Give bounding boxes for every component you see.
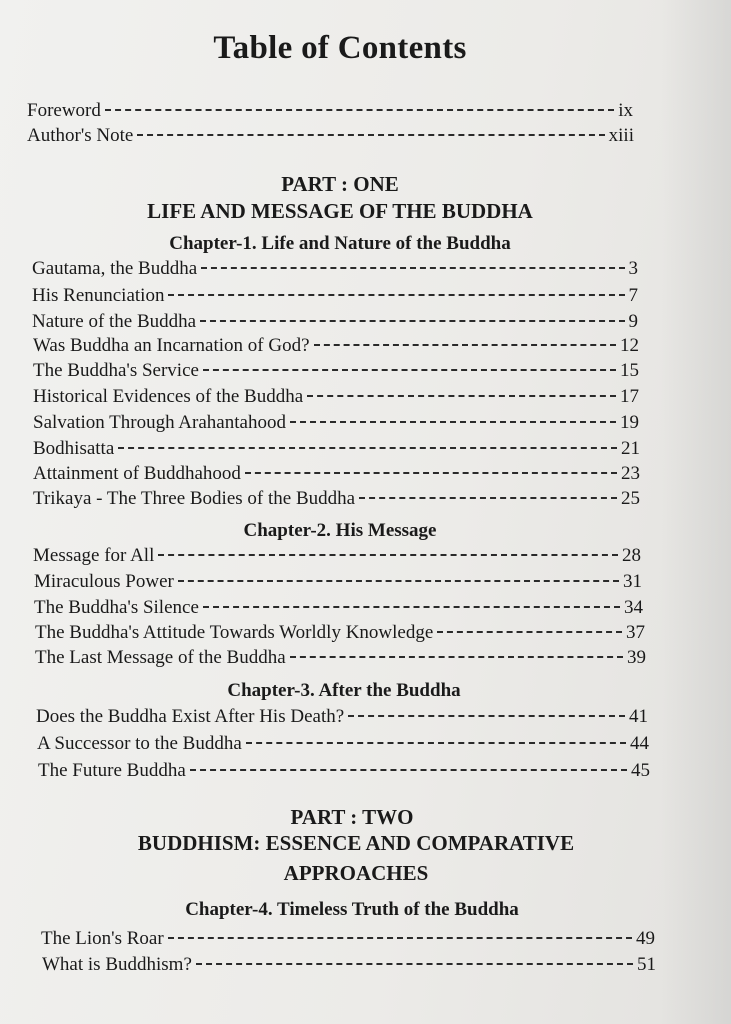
entry-label: Miraculous Power — [34, 571, 174, 592]
dot-leader — [168, 937, 632, 939]
entry-label: Was Buddha an Incarnation of God? — [33, 335, 310, 356]
entry-page: 37 — [626, 622, 645, 643]
toc-entry[interactable] — [33, 412, 639, 434]
dot-leader — [203, 369, 616, 371]
entry-label: The Buddha's Attitude Towards Worldly Knowledge — [35, 622, 434, 643]
entry-page: ix — [618, 100, 633, 121]
dot-leader — [201, 267, 624, 269]
toc-entry[interactable] — [33, 335, 639, 357]
entry-page: 34 — [624, 597, 643, 618]
dot-leader — [307, 395, 616, 397]
entry-page: 9 — [628, 311, 638, 332]
entry-page: 23 — [621, 463, 640, 484]
entry-page: 17 — [620, 386, 639, 407]
entry-page: 31 — [623, 571, 642, 592]
dot-leader — [359, 497, 617, 499]
dot-leader — [168, 294, 624, 296]
toc-entry[interactable] — [32, 285, 638, 307]
entry-page: 44 — [630, 733, 649, 754]
entry-page: 15 — [620, 360, 639, 381]
entry-label: Foreword — [27, 100, 101, 121]
toc-entry[interactable] — [33, 438, 640, 460]
toc-entry[interactable] — [35, 647, 646, 669]
toc-entry[interactable] — [41, 928, 655, 950]
dot-leader — [196, 963, 633, 965]
entry-page: 39 — [627, 647, 646, 668]
toc-entry[interactable] — [34, 597, 643, 619]
entry-page: 21 — [621, 438, 640, 459]
dot-leader — [314, 344, 616, 346]
entry-page: 7 — [628, 285, 638, 306]
toc-entry[interactable] — [32, 258, 638, 280]
toc-entry[interactable] — [35, 622, 645, 644]
entry-label: The Buddha's Silence — [34, 597, 199, 618]
entry-page: 19 — [620, 412, 639, 433]
entry-label: A Successor to the Buddha — [37, 733, 242, 754]
entry-label: What is Buddhism? — [42, 954, 192, 975]
entry-page: 3 — [628, 258, 638, 279]
dot-leader — [348, 715, 625, 717]
dot-leader — [178, 580, 619, 582]
entry-page: 41 — [629, 706, 648, 727]
chapter-4-heading: Chapter-4. Timeless Truth of the Buddha — [185, 899, 519, 920]
toc-entry[interactable] — [33, 360, 639, 382]
entry-label: Salvation Through Arahantahood — [33, 412, 286, 433]
toc-entry[interactable] — [33, 463, 640, 485]
entry-label: The Last Message of the Buddha — [35, 647, 286, 668]
entry-page: xiii — [608, 125, 634, 146]
part-two-heading: PART : TWO — [290, 805, 414, 829]
dot-leader — [158, 554, 618, 556]
entry-label: Message for All — [33, 545, 155, 566]
dot-leader — [105, 109, 614, 111]
entry-page: 45 — [631, 760, 650, 781]
entry-label: Does the Buddha Exist After His Death? — [36, 706, 345, 727]
entry-page: 25 — [621, 488, 640, 509]
entry-label: Attainment of Buddhahood — [33, 463, 241, 484]
entry-page: 49 — [636, 928, 655, 949]
part-one-heading: PART : ONE — [281, 172, 399, 196]
toc-entry-authors-note[interactable] — [27, 125, 634, 147]
dot-leader — [118, 447, 617, 449]
entry-page: 12 — [620, 335, 639, 356]
dot-leader — [203, 606, 620, 608]
entry-label: Nature of the Buddha — [32, 311, 197, 332]
dot-leader — [200, 320, 624, 322]
entry-label: Historical Evidences of the Buddha — [33, 386, 304, 407]
dot-leader — [290, 656, 623, 658]
entry-label: Gautama, the Buddha — [32, 258, 198, 279]
dot-leader — [190, 769, 627, 771]
toc-entry-foreword[interactable] — [27, 100, 633, 122]
toc-entry[interactable] — [38, 760, 650, 782]
dot-leader — [437, 631, 622, 633]
entry-page: 28 — [622, 545, 641, 566]
dot-leader — [137, 134, 604, 136]
entry-label: Bodhisatta — [33, 438, 115, 459]
entry-label: The Lion's Roar — [41, 928, 164, 949]
dot-leader — [290, 421, 616, 423]
page-title: Table of Contents — [213, 30, 467, 66]
dot-leader — [245, 472, 617, 474]
dot-leader — [246, 742, 626, 744]
toc-entry[interactable] — [33, 545, 641, 567]
toc-entry[interactable] — [32, 311, 638, 333]
chapter-3-heading: Chapter-3. After the Buddha — [227, 680, 461, 701]
entry-label: Author's Note — [27, 125, 134, 146]
toc-entry[interactable] — [34, 571, 642, 593]
entry-label: Trikaya - The Three Bodies of the Buddha — [33, 488, 356, 509]
toc-entry[interactable] — [37, 733, 649, 755]
chapter-2-heading: Chapter-2. His Message — [243, 520, 437, 541]
toc-entry[interactable] — [36, 706, 648, 728]
entry-label: The Future Buddha — [38, 760, 186, 781]
toc-entry[interactable] — [33, 386, 639, 408]
entry-page: 51 — [637, 954, 656, 975]
toc-entry[interactable] — [42, 954, 656, 976]
part-one-subtitle: LIFE AND MESSAGE OF THE BUDDHA — [147, 199, 533, 223]
entry-label: His Renunciation — [32, 285, 165, 306]
toc-entry[interactable] — [33, 488, 640, 510]
entry-label: The Buddha's Service — [33, 360, 199, 381]
part-two-subtitle-line2: APPROACHES — [283, 861, 429, 885]
chapter-1-heading: Chapter-1. Life and Nature of the Buddha — [169, 233, 511, 254]
part-two-subtitle-line1: BUDDHISM: ESSENCE AND COMPARATIVE — [137, 831, 575, 855]
